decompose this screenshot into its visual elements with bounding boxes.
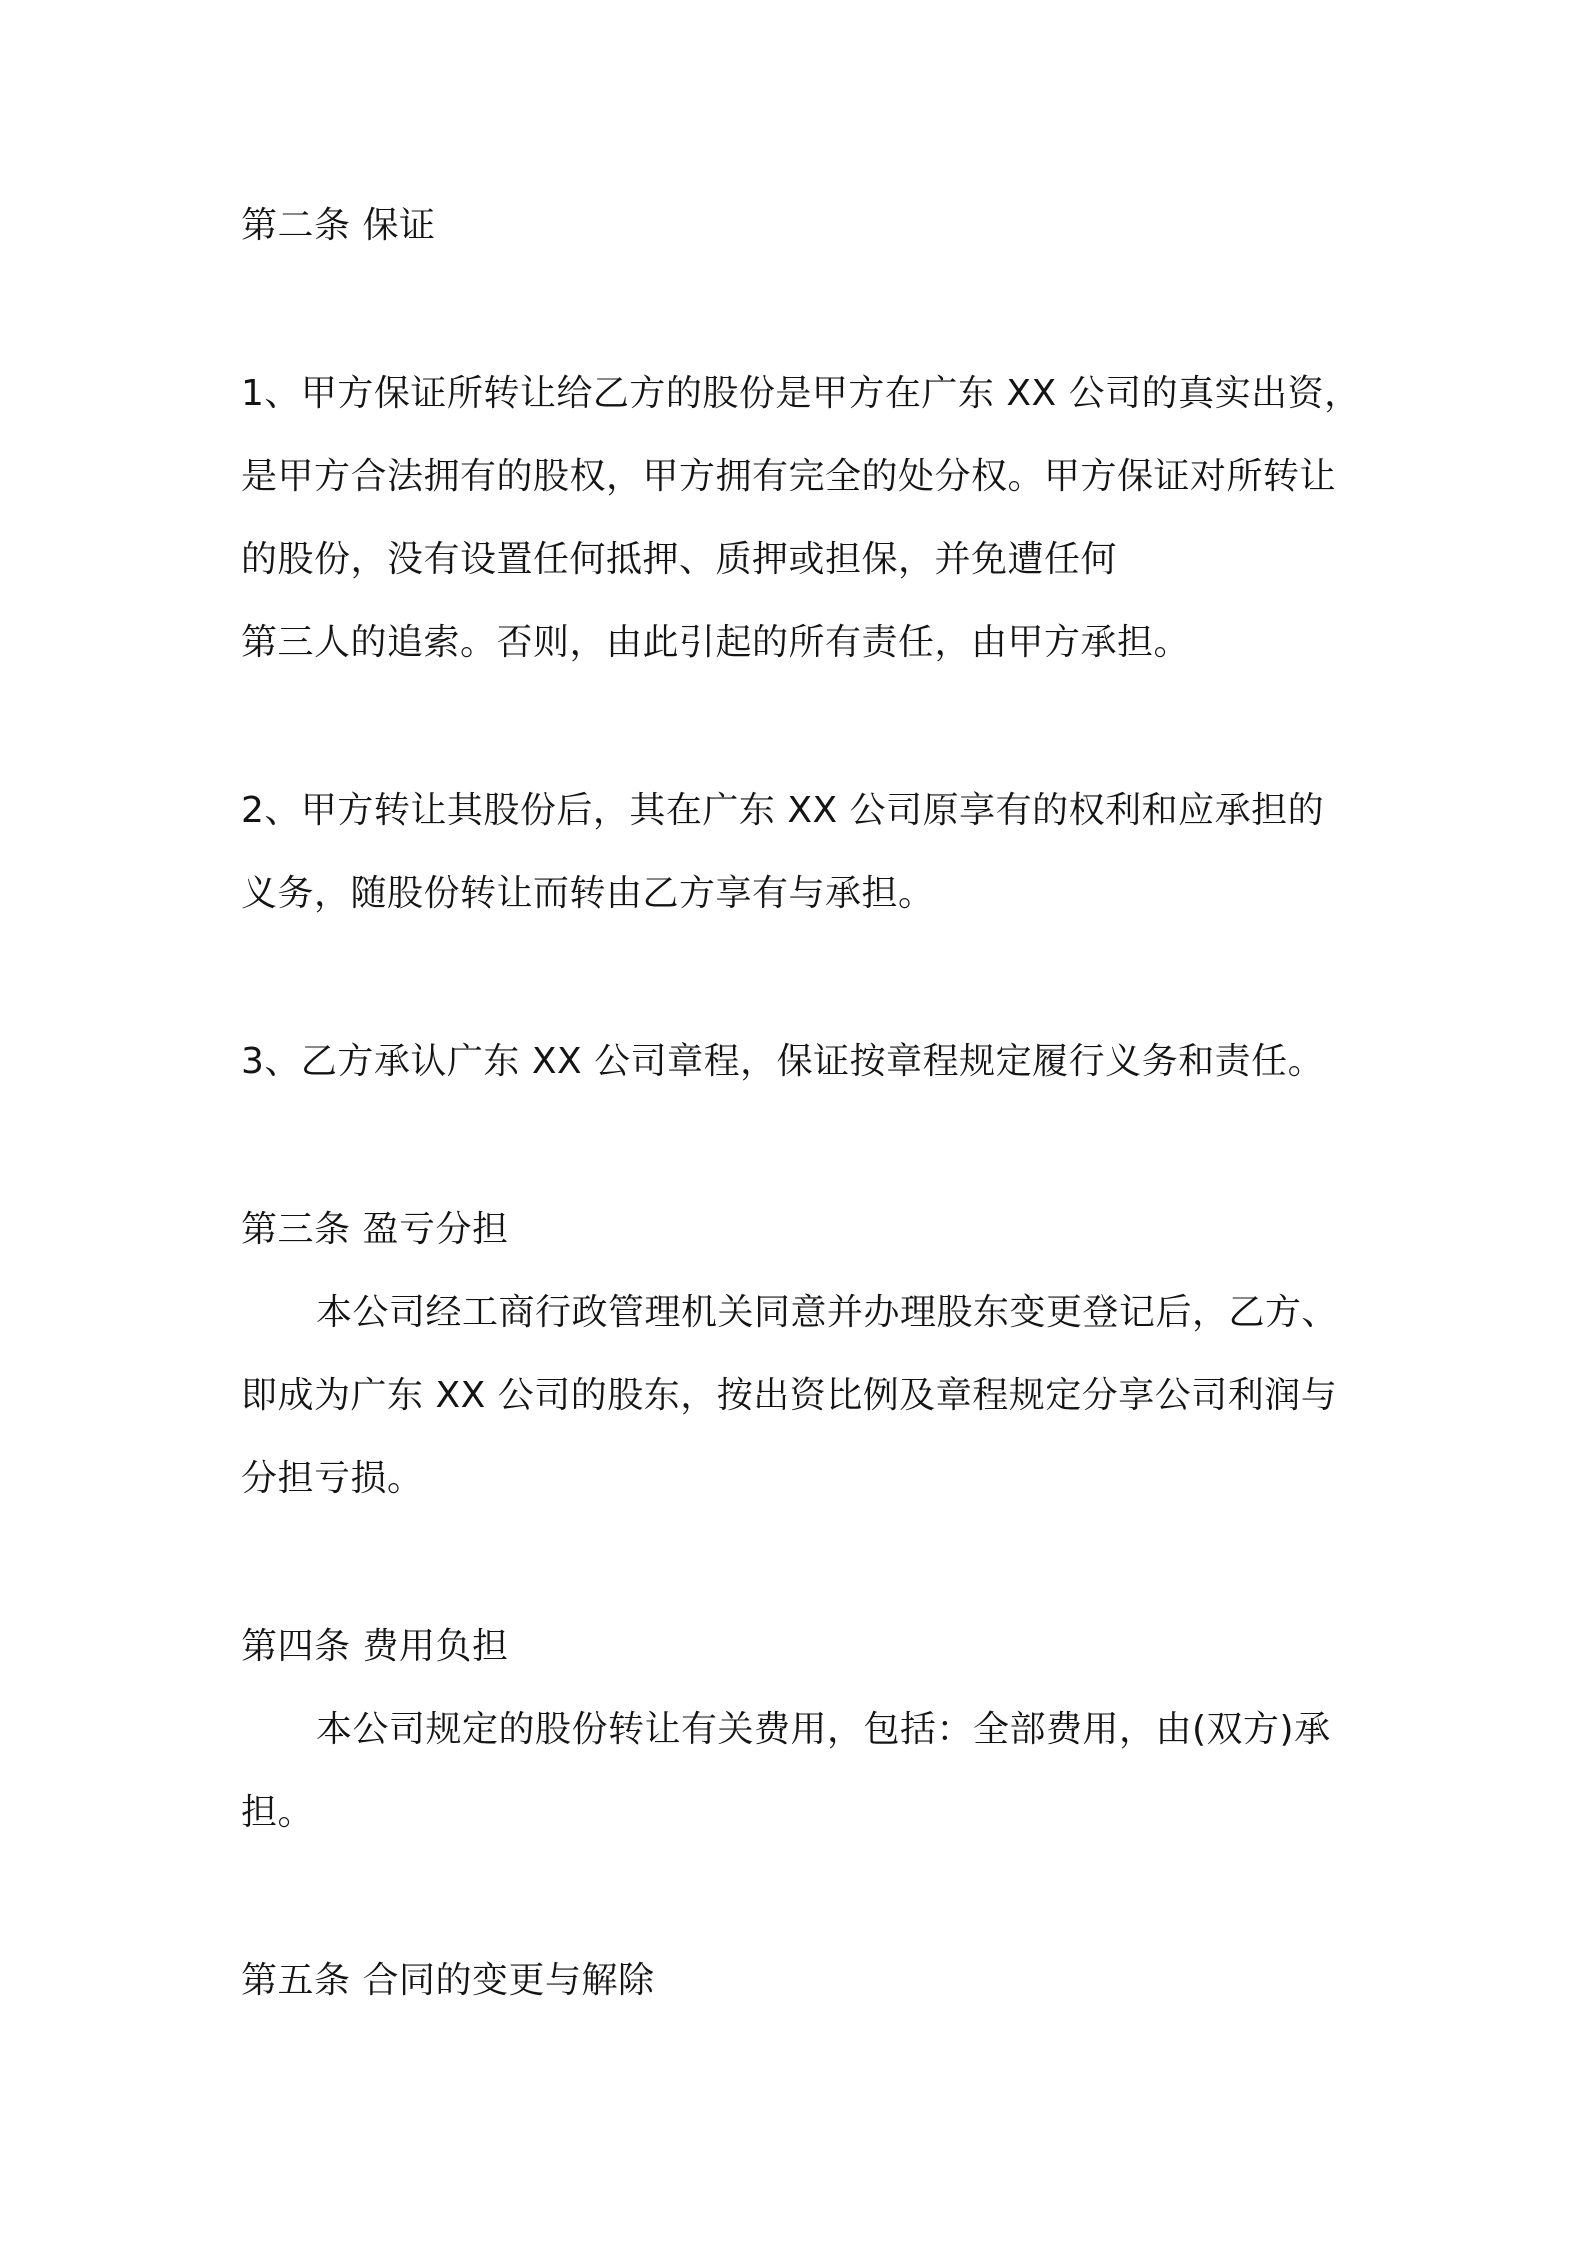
paragraph-line: 义务，随股份转让而转由乙方享有与承担。	[241, 873, 935, 914]
heading-article-5: 第五条 合同的变更与解除	[241, 1960, 655, 2001]
paragraph-line: 第三人的追索。否则，由此引起的所有责任，由甲方承担。	[241, 622, 1191, 663]
paragraph-line: 的股份，没有设置任何抵押、质押或担保，并免遭任何	[241, 539, 1118, 580]
heading-article-3: 第三条 盈亏分担	[241, 1209, 509, 1250]
paragraph-line: 3、乙方承认广东 XX 公司章程，保证按章程规定履行义务和责任。	[241, 1041, 1325, 1082]
paragraph-line: 是甲方合法拥有的股权，甲方拥有完全的处分权。甲方保证对所转让	[241, 456, 1337, 497]
paragraph-line: 本公司规定的股份转让有关费用，包括：全部费用，由(双方)承	[316, 1709, 1331, 1750]
paragraph-line: 担。	[241, 1792, 315, 1833]
paragraph-line: 即成为广东 XX 公司的股东，按出资比例及章程规定分享公司利润与	[241, 1375, 1338, 1416]
heading-article-2: 第二条 保证	[241, 205, 436, 246]
paragraph-line: 本公司经工商行政管理机关同意并办理股东变更登记后，乙方、	[316, 1292, 1339, 1333]
paragraph-line: 分担亏损。	[241, 1458, 424, 1499]
paragraph-line: 1、甲方保证所转让给乙方的股份是甲方在广东 XX 公司的真实出资，	[241, 373, 1361, 414]
paragraph-line: 2、甲方转让其股份后，其在广东 XX 公司原享有的权利和应承担的	[241, 790, 1325, 831]
heading-article-4: 第四条 费用负担	[241, 1626, 509, 1667]
